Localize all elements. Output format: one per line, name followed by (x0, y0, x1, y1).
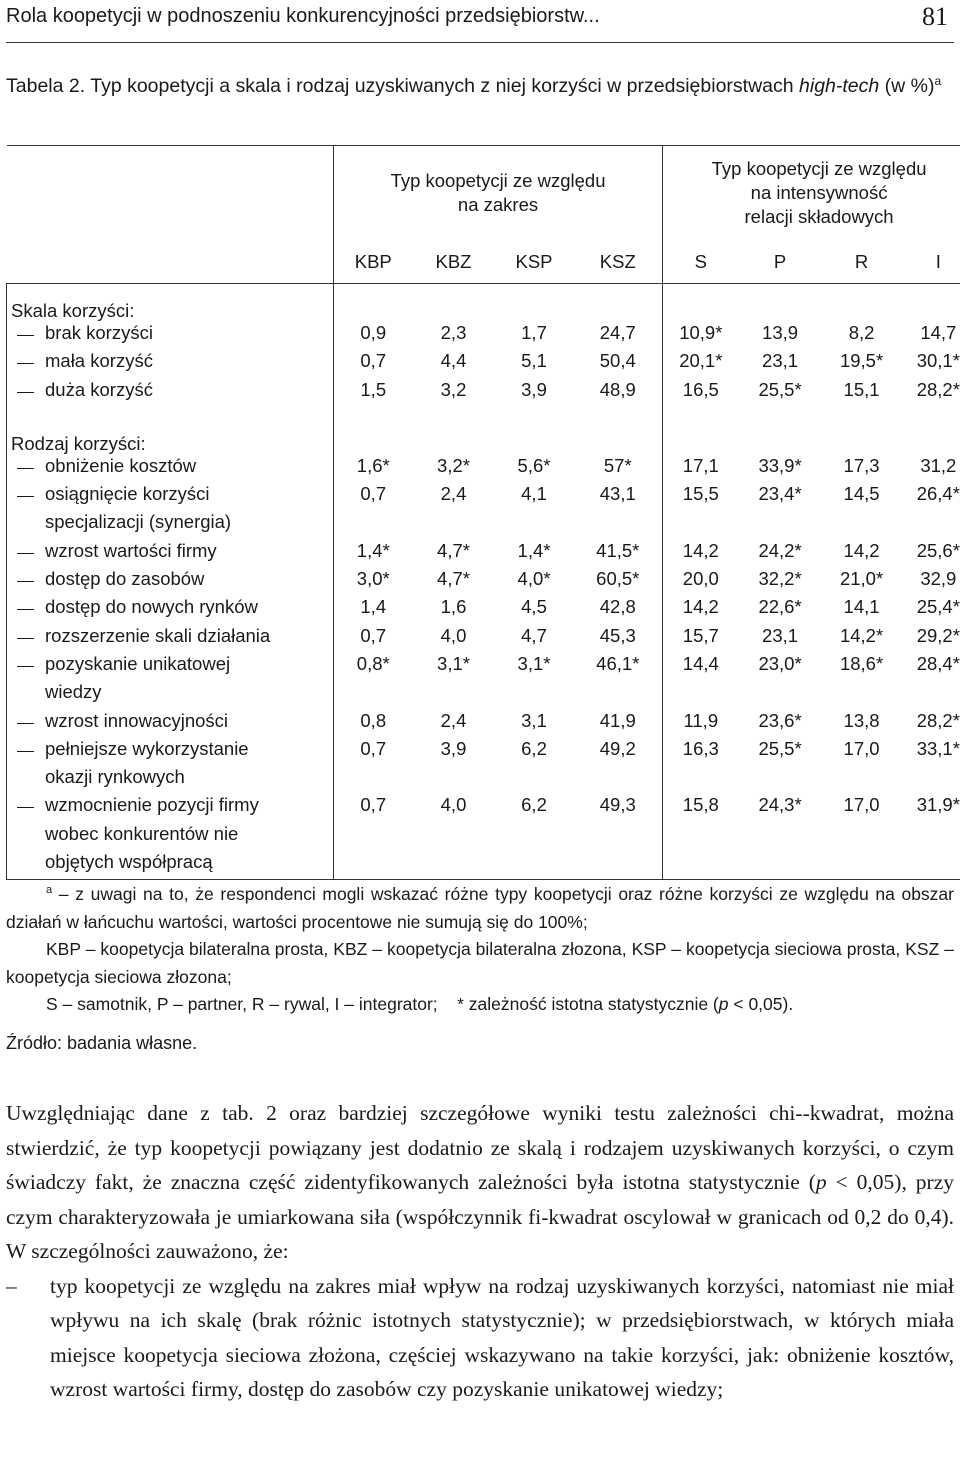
empty-cell (822, 417, 902, 455)
cell-kbz: 3,9 (440, 737, 467, 759)
cell-s: 15,5 (663, 483, 739, 511)
cell-r: 17,0 (843, 737, 880, 759)
row-label (7, 625, 334, 653)
cell-ksz: 24,7 (599, 322, 636, 343)
cell-p: 22,6* (758, 596, 802, 618)
caption-italic: high-tech (799, 75, 880, 97)
empty-cell (822, 766, 902, 794)
empty-cell (663, 851, 739, 880)
cell-r: 14,2 (843, 539, 880, 561)
table-row-continuation (7, 823, 960, 851)
column-header-i: I (902, 240, 960, 284)
cell-s: 15,7 (663, 625, 739, 653)
cell-i: 32,9 (902, 568, 960, 596)
cell-i: 29,2* (902, 625, 960, 653)
table-row-continuation (7, 511, 960, 539)
empty-cell (739, 284, 822, 323)
table-row (7, 350, 960, 378)
row-label-text: wzmocnienie pozycji firmy (45, 794, 259, 816)
body-text (6, 1096, 954, 1407)
data-table (6, 145, 960, 880)
header-group-row (7, 146, 960, 241)
empty-cell (739, 766, 822, 794)
empty-cell (495, 851, 574, 880)
cell-kbz: 4,4 (440, 350, 467, 372)
column-header-r: R (822, 240, 902, 284)
note-3p: p (718, 994, 729, 1014)
column-header-p: P (739, 240, 822, 284)
cell-ksz: 48,9 (599, 378, 636, 400)
cell-r: 19,5* (839, 350, 884, 372)
cell-ksz: 50,4 (599, 350, 636, 372)
row-label-text: wzrost innowacyjności (45, 709, 229, 731)
cell-s: 14,2 (663, 540, 739, 568)
row-label-continuation: wiedzy (7, 681, 334, 709)
cell-s: 11,9 (663, 710, 739, 738)
table-row (7, 794, 960, 822)
empty-cell (663, 681, 739, 709)
caption-text: Typ koopetycji a skala i rodzaj uzyskiwanych z niej korzyści w przedsiębiorstwach (90, 75, 794, 97)
cell-i: 14,7 (902, 322, 960, 350)
table-row (7, 596, 960, 624)
bullet-item (6, 1269, 954, 1407)
cell-ksz: 60,5* (596, 568, 640, 590)
empty-cell (902, 851, 960, 880)
cell-kbz: 2,4 (440, 709, 467, 731)
column-header-ksz: KSZ (574, 240, 663, 284)
cell-ksp: 4,5 (521, 596, 547, 618)
row-label (7, 653, 334, 681)
bullet-text: typ koopetycji ze względu na zakres miał wpływ na rodzaj uzyskiwanych korzyści, natomiast nie miał wpływu na ich skalę (brak różnic istotnych statystycznie); w przedsiębiorstwach, w których miała miejsce koopetycja sieciowa złożona, częściej wskazywano na takie korzyści, jak: obniżenie kosztów, wzrost wartości firmy, dostęp do zasobów czy pozyskanie unikatowej wiedzy; (50, 1273, 954, 1401)
table-notes (6, 877, 954, 1019)
cell-i: 28,2* (902, 379, 960, 407)
cell-p: 25,5* (758, 737, 802, 759)
running-title: Rola koopetycji w podnoszeniu konkurencyjności przedsiębiorstw... (6, 5, 600, 27)
header-column-row (7, 240, 960, 284)
row-label-text: pełniejsze wykorzystanie (45, 737, 249, 759)
cell-ksp: 4,0* (517, 568, 551, 590)
caption-sup: a (934, 74, 942, 88)
empty-cell (334, 284, 413, 323)
cell-kbz: 3,2* (437, 454, 470, 476)
column-header-kbp: KBP (334, 240, 413, 284)
section-label: Skala korzyści: (7, 284, 334, 323)
cell-kbp: 0,8* (334, 653, 413, 681)
empty-cell (574, 823, 663, 851)
empty-cell (663, 284, 739, 323)
row-label (7, 322, 334, 350)
table-row-continuation (7, 851, 960, 880)
paragraph-1-b: < 0,05), przy czym charakteryzowała je umiarkowana siła (współczynnik fi-kwadrat oscylował w granicach od 0,2 do 0,4). W szczególności zauważono, że: (6, 1170, 954, 1263)
cell-kbp: 0,8 (334, 710, 413, 738)
cell-kbz: 4,0 (440, 794, 467, 816)
note-3a: S – samotnik, P – partner, R – rywal, I – integrator; (46, 994, 438, 1014)
cell-s: 20,0 (663, 568, 739, 596)
cell-p: 23,0* (758, 652, 802, 674)
row-label-text: brak korzyści (45, 322, 153, 343)
cell-ksz: 46,1* (596, 652, 640, 674)
row-label-continuation: objętych współpracą (7, 851, 334, 880)
row-label (7, 596, 334, 624)
group-header-intensity (663, 146, 960, 241)
cell-ksp: 1,7 (521, 322, 547, 343)
cell-r: 17,0 (843, 794, 880, 816)
cell-kbz: 4,7* (437, 568, 470, 590)
cell-r: 17,3 (843, 454, 880, 476)
page-header (6, 0, 954, 43)
empty-cell (902, 417, 960, 455)
cell-r: 14,1 (843, 596, 880, 618)
empty-cell (334, 823, 413, 851)
cell-ksp: 6,2 (521, 737, 547, 759)
empty-cell (739, 681, 822, 709)
cell-kbz: 3,2 (440, 378, 467, 400)
cell-i: 25,4* (902, 596, 960, 624)
table-row (7, 738, 960, 766)
empty-cell (902, 823, 960, 851)
empty-cell (7, 407, 334, 417)
cell-ksp: 5,6* (517, 454, 551, 476)
empty-cell (495, 511, 574, 539)
empty-cell (334, 407, 413, 417)
empty-cell (822, 511, 902, 539)
empty-cell (334, 766, 413, 794)
row-label (7, 710, 334, 738)
cell-kbp: 1,4* (334, 540, 413, 568)
cell-kbp: 3,0* (334, 568, 413, 596)
empty-cell (902, 284, 960, 323)
empty-cell (574, 511, 663, 539)
cell-i: 25,6* (902, 540, 960, 568)
empty-cell (663, 823, 739, 851)
cell-kbp: 0,7 (334, 350, 413, 378)
cell-kbp: 0,7 (334, 738, 413, 766)
row-label (7, 455, 334, 483)
empty-cell (413, 851, 495, 880)
empty-cell (495, 766, 574, 794)
empty-cell (334, 511, 413, 539)
cell-p: 24,2* (758, 539, 802, 561)
caption-label: Tabela 2. (6, 75, 86, 97)
row-label-text: rozszerzenie skali działania (45, 624, 271, 646)
empty-cell (413, 823, 495, 851)
cell-p: 23,1 (762, 350, 799, 372)
cell-ksp: 4,1 (521, 483, 547, 505)
gap-row (7, 407, 960, 417)
cell-i: 26,4* (902, 483, 960, 511)
empty-cell (902, 766, 960, 794)
group-header-line: na intensywność (750, 182, 888, 203)
empty-cell (902, 681, 960, 709)
cell-p: 23,4* (758, 483, 802, 505)
empty-cell (739, 823, 822, 851)
cell-i: 31,2 (902, 455, 960, 483)
cell-i: 31,9* (902, 794, 960, 822)
group-header-line: Typ koopetycji ze względu (711, 158, 927, 179)
table-caption (6, 66, 954, 101)
cell-kbp: 0,9 (334, 322, 413, 350)
empty-cell (495, 407, 574, 417)
row-label (7, 379, 334, 407)
cell-s: 20,1* (663, 350, 739, 378)
note-1: – z uwagi na to, że respondenci mogli wskazać różne typy koopetycji oraz różne korzyści ze względu na obszar działań w łańcuchu wartości, wartości procentowe nie sumują się do 100%; (6, 884, 954, 932)
empty-cell (574, 284, 663, 323)
section-label: Rodzaj korzyści: (7, 417, 334, 455)
table-row-continuation (7, 766, 960, 794)
paragraph-1-a: Uwzględniając dane z tab. 2 oraz bardziej szczegółowe wyniki testu zależności chi--kwadrat, można stwierdzić, że typ koopetycji powiązany jest dodatnio ze skalą i rodzajem uzyskiwanych korzyści, o czym świadczy fakt, że znaczna część zidentyfikowanych zależności była istotna statystycznie ( (6, 1101, 954, 1194)
cell-ksp: 1,4* (517, 539, 551, 561)
row-label-text: wzrost wartości firmy (45, 539, 217, 561)
group-header-line: relacji składowych (744, 206, 894, 227)
cell-s: 16,5 (663, 379, 739, 407)
empty-cell (739, 511, 822, 539)
cell-p: 23,6* (758, 709, 802, 731)
row-label (7, 738, 334, 766)
cell-i: 28,2* (902, 710, 960, 738)
cell-ksp: 4,7 (521, 624, 547, 646)
cell-s: 10,9* (663, 322, 739, 350)
cell-ksp: 6,2 (521, 794, 547, 816)
empty-cell (413, 766, 495, 794)
empty-cell (822, 851, 902, 880)
page-number: 81 (922, 2, 948, 31)
row-label-text: mała korzyść (45, 350, 153, 372)
cell-s: 14,2 (663, 596, 739, 624)
empty-cell (822, 823, 902, 851)
empty-cell (413, 417, 495, 455)
cell-kbz: 4,0 (440, 624, 467, 646)
row-label-text: duża korzyść (45, 378, 153, 400)
cell-kbp: 1,5 (334, 379, 413, 407)
cell-kbz: 4,7* (437, 539, 470, 561)
column-header-ksp: KSP (495, 240, 574, 284)
empty-cell (495, 681, 574, 709)
cell-r: 14,5 (843, 483, 880, 505)
note-sup: a (46, 884, 53, 896)
row-label-text: dostęp do zasobów (45, 568, 205, 590)
empty-cell (495, 284, 574, 323)
paragraph-1-p: p (815, 1170, 827, 1194)
cell-kbz: 1,6 (440, 596, 467, 618)
empty-cell (495, 417, 574, 455)
header-blank (7, 240, 334, 284)
section-row (7, 284, 960, 323)
cell-p: 13,9 (762, 322, 799, 343)
empty-cell (902, 511, 960, 539)
table-row (7, 379, 960, 407)
cell-ksz: 41,9 (599, 709, 636, 731)
cell-r: 15,1 (843, 378, 880, 400)
table-row (7, 568, 960, 596)
caption-tail: (w %) (884, 75, 935, 97)
table-row (7, 540, 960, 568)
cell-kbp: 0,7 (334, 794, 413, 822)
empty-cell (739, 407, 822, 417)
note-3b: * zależność istotna statystycznie ( (457, 994, 719, 1014)
cell-p: 24,3* (758, 794, 802, 816)
cell-ksz: 41,5* (596, 539, 640, 561)
row-label (7, 540, 334, 568)
cell-ksz: 49,2 (599, 737, 636, 759)
paragraph-1 (6, 1096, 954, 1269)
row-label (7, 568, 334, 596)
empty-cell (495, 823, 574, 851)
empty-cell (822, 407, 902, 417)
note-3c: < 0,05). (728, 994, 794, 1014)
cell-ksp: 5,1 (521, 350, 547, 372)
group-header-line: Typ koopetycji ze względu (390, 170, 606, 191)
table-row (7, 710, 960, 738)
column-header-s: S (663, 240, 739, 284)
empty-cell (822, 284, 902, 323)
cell-ksp: 3,9 (521, 378, 547, 400)
table-row (7, 483, 960, 511)
cell-r: 13,8 (843, 709, 880, 731)
empty-cell (574, 417, 663, 455)
cell-r: 21,0* (839, 568, 884, 590)
cell-i: 33,1* (902, 738, 960, 766)
cell-i: 28,4* (902, 653, 960, 681)
cell-r: 8,2 (848, 322, 875, 343)
table-row (7, 455, 960, 483)
empty-cell (574, 766, 663, 794)
cell-ksz: 45,3 (599, 624, 636, 646)
table-row (7, 322, 960, 350)
empty-cell (663, 417, 739, 455)
empty-cell (334, 417, 413, 455)
empty-cell (902, 407, 960, 417)
cell-s: 15,8 (663, 794, 739, 822)
table-row (7, 625, 960, 653)
row-label-continuation: wobec konkurentów nie (7, 823, 334, 851)
note-2: KBP – koopetycja bilateralna prosta, KBZ – koopetycja bilateralna złozona, KSP – koopetycja sieciowa prosta, KSZ – koopetycja sieciowa złozona; (6, 939, 954, 987)
cell-p: 25,5* (758, 378, 802, 400)
cell-kbz: 2,4 (440, 483, 467, 505)
cell-ksz: 42,8 (599, 596, 636, 618)
row-label-text: pozyskanie unikatowej (45, 652, 231, 674)
cell-kbp: 1,6* (334, 455, 413, 483)
empty-cell (739, 417, 822, 455)
cell-kbz: 3,1* (437, 652, 470, 674)
cell-s: 17,1 (663, 455, 739, 483)
cell-s: 14,4 (663, 653, 739, 681)
empty-cell (334, 851, 413, 880)
header-blank (7, 146, 334, 241)
cell-ksz: 49,3 (599, 794, 636, 816)
cell-r: 14,2* (839, 624, 884, 646)
cell-r: 18,6* (839, 652, 884, 674)
cell-i: 30,1* (902, 350, 960, 378)
empty-cell (574, 681, 663, 709)
cell-p: 23,1 (762, 624, 799, 646)
empty-cell (574, 407, 663, 417)
row-label-text: dostęp do nowych rynków (45, 596, 258, 618)
cell-kbp: 0,7 (334, 625, 413, 653)
table-row (7, 653, 960, 681)
cell-ksp: 3,1* (517, 652, 551, 674)
empty-cell (663, 407, 739, 417)
cell-ksp: 3,1 (521, 709, 547, 731)
row-label (7, 350, 334, 378)
empty-cell (413, 407, 495, 417)
row-label (7, 794, 334, 822)
empty-cell (822, 681, 902, 709)
group-header-line: na zakres (457, 194, 539, 215)
cell-kbp: 1,4 (334, 596, 413, 624)
section-row (7, 417, 960, 455)
empty-cell (574, 851, 663, 880)
row-label (7, 483, 334, 511)
bullet-dash: – (6, 1273, 17, 1298)
cell-kbp: 0,7 (334, 483, 413, 511)
source-line: Źródło: badania własne. (6, 1033, 198, 1053)
cell-s: 16,3 (663, 738, 739, 766)
cell-p: 33,9* (758, 454, 802, 476)
empty-cell (334, 681, 413, 709)
table-row-continuation (7, 681, 960, 709)
row-label-text: osiągnięcie korzyści (45, 483, 210, 505)
row-label-text: obniżenie kosztów (45, 454, 197, 476)
cell-kbz: 2,3 (440, 322, 467, 343)
row-label-continuation: specjalizacji (synergia) (7, 511, 334, 539)
cell-ksz: 43,1 (599, 483, 636, 505)
empty-cell (413, 681, 495, 709)
empty-cell (413, 284, 495, 323)
column-header-kbz: KBZ (413, 240, 495, 284)
empty-cell (663, 766, 739, 794)
cell-ksz: 57* (603, 454, 632, 476)
cell-p: 32,2* (758, 568, 802, 590)
group-header-scope (334, 146, 663, 241)
empty-cell (413, 511, 495, 539)
empty-cell (739, 851, 822, 880)
row-label-continuation: okazji rynkowych (7, 766, 334, 794)
empty-cell (663, 511, 739, 539)
